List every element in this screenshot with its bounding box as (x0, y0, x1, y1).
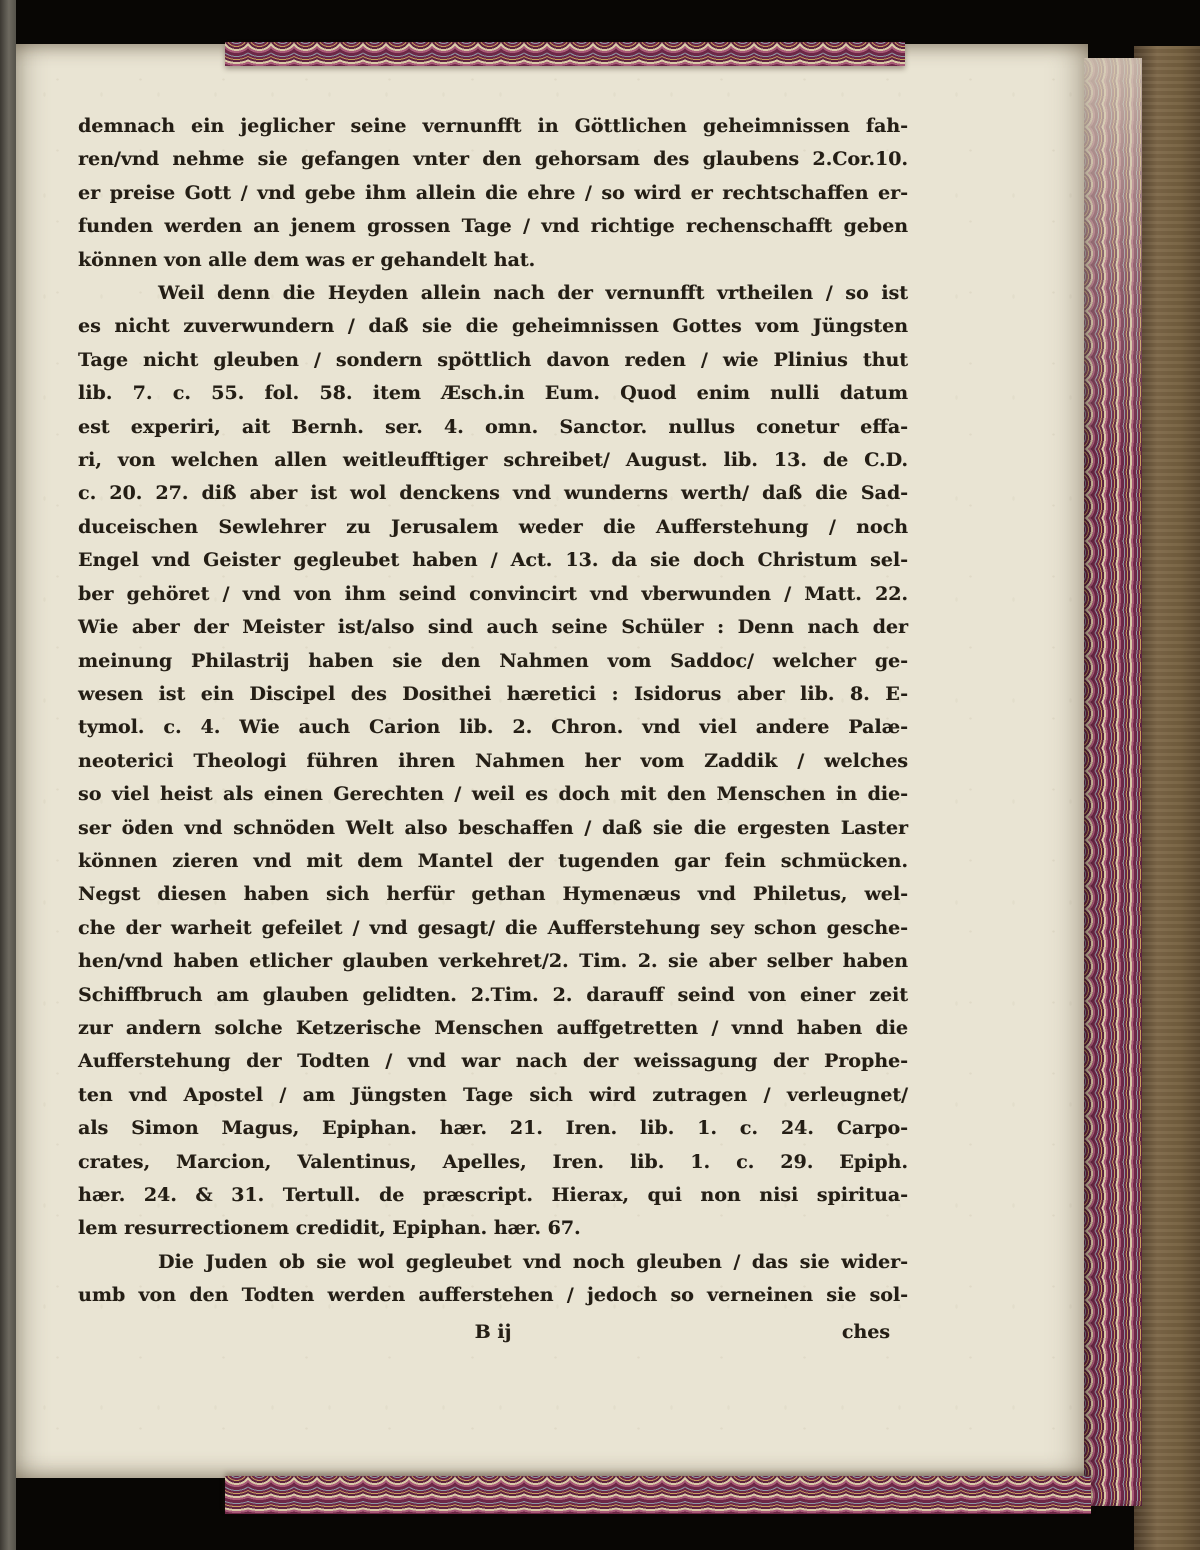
text-line: so viel heist als einen Gerechten / weil es doch mit den Menschen in die- (78, 783, 908, 806)
signature-mark: B ij (474, 1320, 512, 1343)
text-line: che der warheit gefeilet / vnd gesagt/ die Aufferstehung sey schon gesche- (78, 916, 908, 939)
text-block (78, 110, 908, 1350)
text-line: demnach ein jeglicher seine vernunfft in Göttlichen geheimnissen fah- (78, 115, 908, 137)
text-line: lib. 7. c. 55. fol. 58. item Æsch.in Eum. Quod enim nulli datum (78, 382, 908, 405)
text-line: Negst diesen haben sich herfür gethan Hymenæus vnd Philetus, wel- (78, 883, 908, 906)
text-line: neoterici Theologi führen ihren Nahmen her vom Zaddik / welches (78, 749, 908, 772)
text-line: ber gehöret / vnd von ihm seind convincirt vnd vberwunden / Matt. 22. (78, 582, 908, 605)
text-line: hen/vnd haben etlicher glauben verkehret/2. Tim. 2. sie aber selber haben (78, 950, 908, 973)
fore-edge-marble-bottom (225, 1476, 1091, 1514)
text-line: es nicht zuverwundern / daß sie die geheimnissen Gottes vom Jüngsten (78, 315, 908, 338)
text-line: est experiri, ait Bernh. ser. 4. omn. Sanctor. nullus conetur effa- (78, 415, 908, 438)
text-line: ri, von welchen allen weitleufftiger schreibet/ August. lib. 13. de C.D. (78, 449, 908, 472)
text-line: Schiffbruch am glauben gelidten. 2.Tim. 2. darauff seind von einer zeit (78, 983, 908, 1006)
text-line: können zieren vnd mit dem Mantel der tugenden gar fein schmücken. (78, 849, 908, 872)
text-line: c. 20. 27. diß aber ist wol denckens vnd wunderns werth/ daß die Sad- (78, 482, 908, 505)
text-line: Weil denn die Heyden allein nach der vernunfft vrtheilen / so ist (158, 282, 908, 305)
text-line: ren/vnd nehme sie gefangen vnter den gehorsam des glaubens 2.Cor.10. (78, 148, 908, 171)
text-line: duceischen Sewlehrer zu Jerusalem weder die Aufferstehung / noch (78, 515, 908, 538)
text-line: zur andern solche Ketzerische Menschen auffgetretten / vnnd haben die (78, 1016, 908, 1039)
scanner-left-edge (0, 0, 16, 1550)
text-line: tymol. c. 4. Wie auch Carion lib. 2. Chron. vnd viel andere Palæ- (78, 716, 908, 739)
fore-edge-marble-top (225, 42, 905, 66)
signature-row (78, 1316, 908, 1350)
text-line: Aufferstehung der Todten / vnd war nach der weissagung der Prophe- (78, 1050, 908, 1073)
text-line: lem resurrectionem credidit, Epiphan. hær. 67. (78, 1217, 581, 1240)
text-line: ten vnd Apostel / am Jüngsten Tage sich wird zutragen / verleugnet/ (78, 1083, 908, 1106)
text-line: er preise Gott / vnd gebe ihm allein die ehre / so wird er rechtschaffen er- (78, 181, 908, 204)
text-line: Wie aber der Meister ist/also sind auch seine Schüler : Denn nach der (78, 616, 908, 639)
text-line: crates, Marcion, Valentinus, Apelles, Iren. lib. 1. c. 29. Epiph. (78, 1150, 908, 1173)
text-line: Die Juden ob sie wol gegleubet vnd noch gleuben / das sie wider- (158, 1250, 908, 1273)
text-line: hær. 24. & 31. Tertull. de præscript. Hierax, qui non nisi spiritua- (78, 1184, 908, 1206)
text-line: als Simon Magus, Epiphan. hær. 21. Iren. lib. 1. c. 24. Carpo- (78, 1117, 908, 1140)
text-line: meinung Philastrij haben sie den Nahmen vom Saddoc/ welcher ge- (78, 649, 908, 672)
text-line: funden werden an jenem grossen Tage / vnd richtige rechenschafft geben (78, 215, 908, 238)
text-line: können von alle dem was er gehandelt hat. (78, 248, 536, 271)
book-page (16, 44, 1088, 1478)
text-line: wesen ist ein Discipel des Dosithei hæretici : Isidorus aber lib. 8. E- (78, 682, 908, 705)
text-line: Tage nicht gleuben / sondern spöttlich davon reden / wie Plinius thut (78, 348, 908, 371)
fore-edge-marble-right (1084, 58, 1142, 1506)
text-line: umb von den Todten werden aufferstehen / jedoch so verneinen sie sol- (78, 1284, 908, 1307)
text-line: Engel vnd Geister gegleubet haben / Act. 13. da sie doch Christum sel- (78, 549, 908, 572)
book-cover-leather (1134, 46, 1200, 1550)
text-line: ser öden vnd schnöden Welt also beschaffen / daß sie die ergesten Laster (78, 816, 908, 839)
catchword: ches (841, 1320, 890, 1343)
